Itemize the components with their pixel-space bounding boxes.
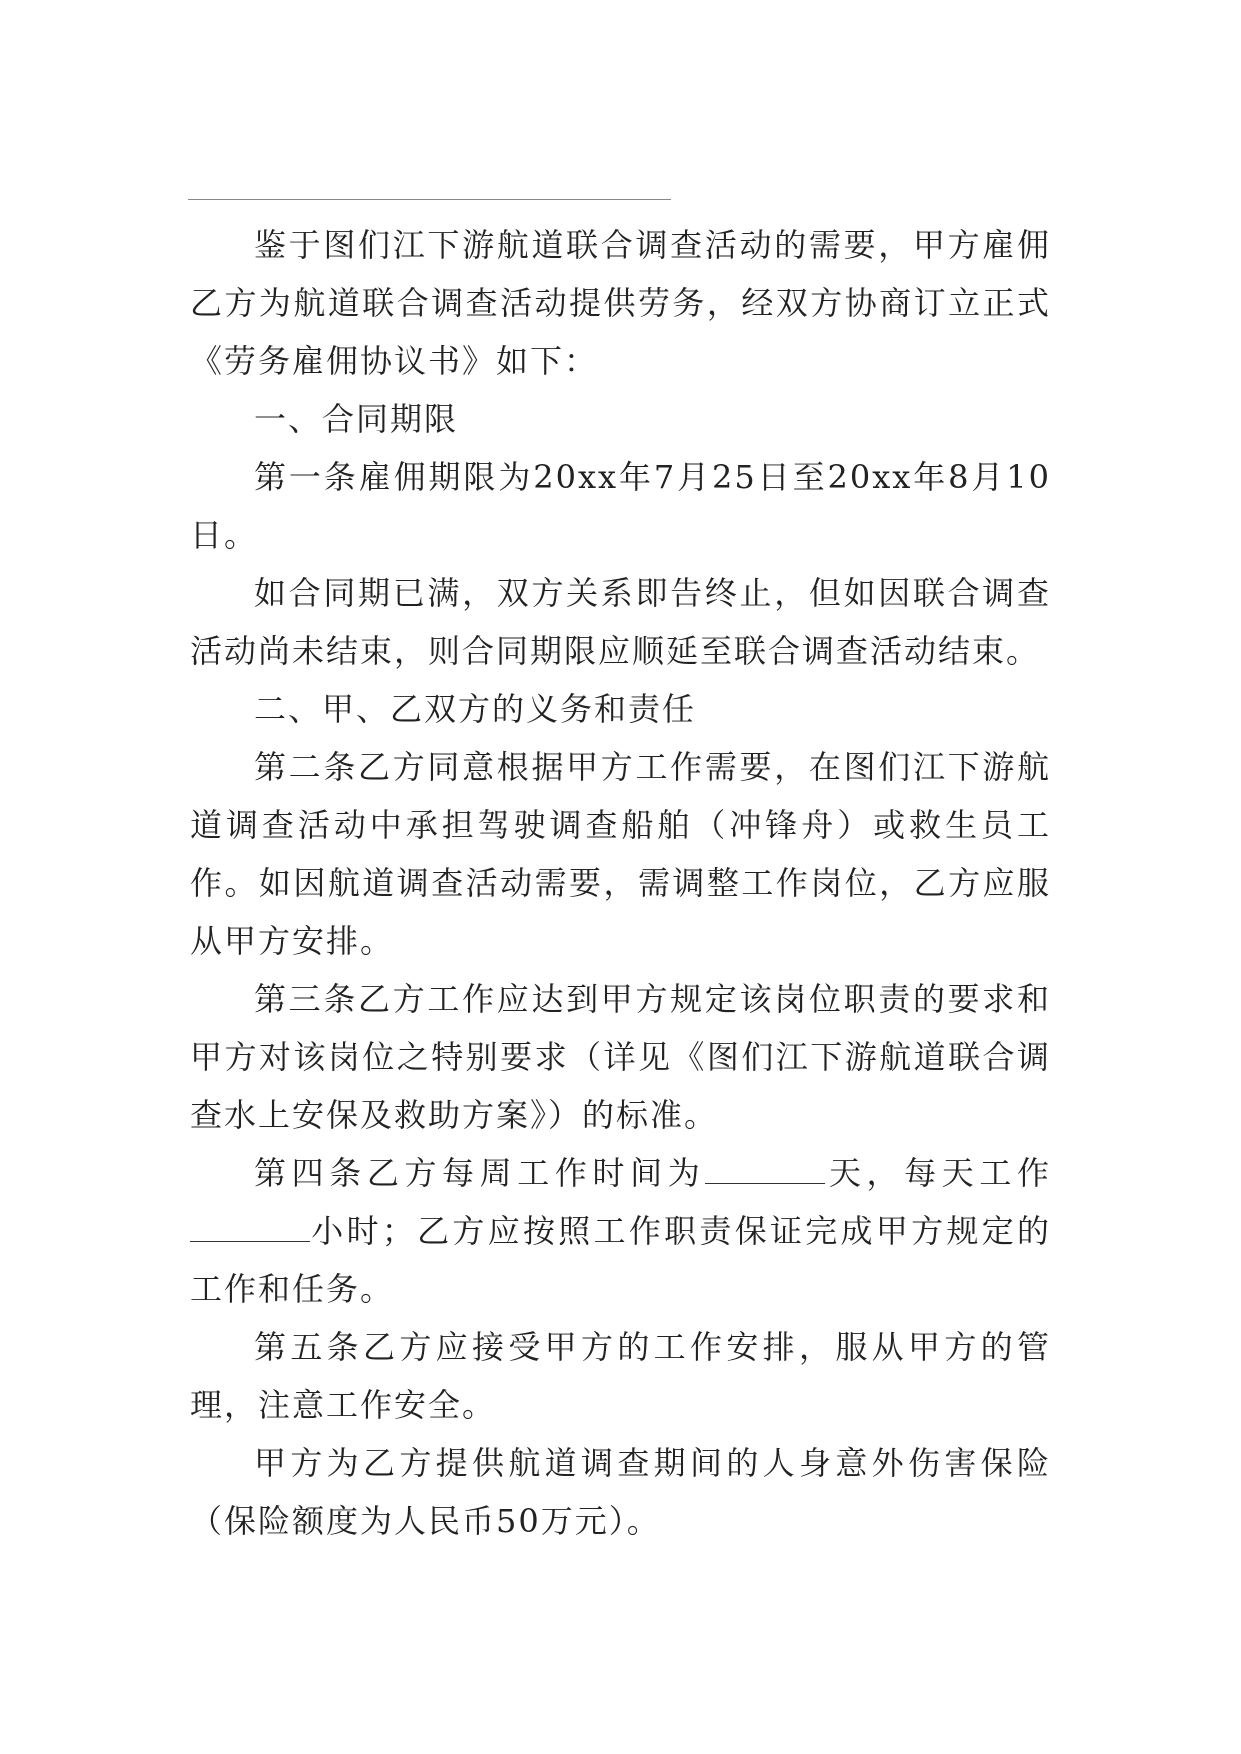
clause-4-text-1: 第四条乙方每周工作时间为 bbox=[254, 1154, 706, 1192]
clause-4 bbox=[190, 1144, 1051, 1318]
paragraph-insurance: 甲方为乙方提供航道调查期间的人身意外伤害保险（保险额度为人民币50万元）。 bbox=[190, 1444, 1051, 1540]
clause-4-text-3: 小时；乙方应按照工作职责保证完成甲方规定的工作和任务。 bbox=[190, 1212, 1051, 1308]
paragraph-preamble: 鉴于图们江下游航道联合调查活动的需要，甲方雇佣乙方为航道联合调查活动提供劳务，经双方协商订立正式《劳务雇佣协议书》如下： bbox=[190, 226, 1051, 380]
section-heading-contract-term: 一、合同期限 bbox=[254, 400, 459, 438]
days-per-week-blank bbox=[705, 1161, 825, 1184]
top-divider-line bbox=[188, 199, 671, 200]
paragraph-term-extension: 如合同期已满，双方关系即告终止，但如因联合调查活动尚未结束，则合同期限应顺延至联合调查活动结束。 bbox=[190, 574, 1051, 670]
section-heading-duties: 二、甲、乙双方的义务和责任 bbox=[254, 690, 697, 728]
hours-per-day-blank bbox=[190, 1219, 310, 1242]
clause-2: 第二条乙方同意根据甲方工作需要，在图们江下游航道调查活动中承担驾驶调查船舶（冲锋舟）或救生员工作。如因航道调查活动需要，需调整工作岗位，乙方应服从甲方安排。 bbox=[190, 748, 1051, 960]
clause-5: 第五条乙方应接受甲方的工作安排，服从甲方的管理，注意工作安全。 bbox=[190, 1328, 1051, 1424]
document-body bbox=[190, 216, 1051, 1550]
clause-1: 第一条雇佣期限为20xx年7月25日至20xx年8月10日。 bbox=[190, 458, 1051, 554]
clause-4-text-2: 天，每天工作 bbox=[825, 1154, 1051, 1192]
clause-3: 第三条乙方工作应达到甲方规定该岗位职责的要求和甲方对该岗位之特别要求（详见《图们江下游航道联合调查水上安保及救助方案》）的标准。 bbox=[190, 980, 1051, 1134]
